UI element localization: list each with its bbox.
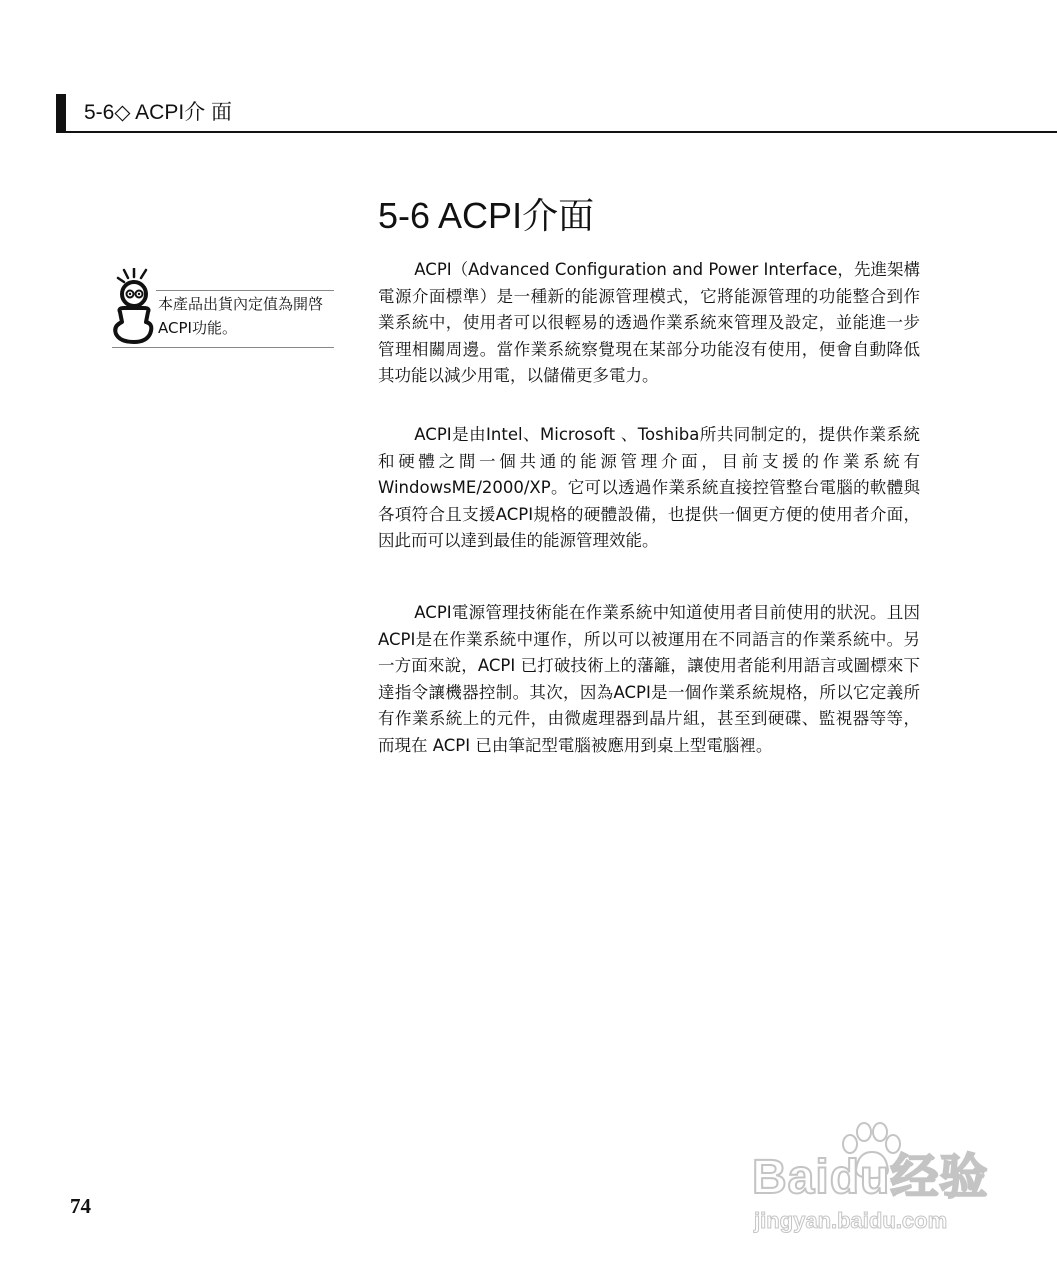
watermark-url: jingyan.baidu.com (754, 1208, 948, 1233)
header-accent-bar (56, 94, 66, 132)
note-rule-top (156, 290, 334, 291)
side-note-text: 本產品出貨內定值為開啓ACPI功能。 (158, 295, 324, 337)
header-rule (56, 131, 1057, 133)
watermark-logo: Baidu经验 (752, 1151, 989, 1204)
note-rule-bottom (112, 347, 334, 348)
body-paragraph: ACPI是由Intel、Microsoft 、Toshiba所共同制定的，提供作業系統和硬體之間一個共通的能源管理介面，目前支援的作業系統有WindowsME/2000/XP。它可以透過作業系統直接控管整台電腦的軟體與各項符合且支援ACPI規格的硬體設備，也提供一個更方便的使用者介面，因此而可以達到最佳的能源管理效能。 (378, 425, 920, 550)
tip-figure-icon (110, 268, 156, 344)
body-paragraph: ACPI（Advanced Configuration and Power Interface，先進架構電源介面標準）是一種新的能源管理模式，它將能源管理的功能整合到作業系統中，使用者可以很輕易的透過作業系統來管理及設定，並能進一步管理相關周邊。當作業系統察覺現在某部分功能沒有使用，便會自動降低其功能以減少用電，以儲備更多電力。 (378, 260, 920, 385)
page-number: 74 (70, 1194, 91, 1218)
body-paragraph: ACPI電源管理技術能在作業系統中知道使用者目前使用的狀況。且因ACPI是在作業系統中運作，所以可以被運用在不同語言的作業系統中。另一方面來說，ACPI 已打破技術上的藩籬，讓使用者能利用語言或圖標來下達指令讓機器控制。其次，因為ACPI是一個作業系統規格，所以它定義所有作業系統上的元件，由微處理器到晶片組，甚至到硬碟、監視器等等，而現在 ACPI 已由筆記型電腦被應用到桌上型電腦裡。 (378, 603, 920, 755)
section-title: 5-6 ACPI介面 (378, 195, 595, 236)
running-header-title: 5-6◇ ACPI介 面 (84, 101, 233, 124)
baidu-watermark (748, 1120, 998, 1240)
